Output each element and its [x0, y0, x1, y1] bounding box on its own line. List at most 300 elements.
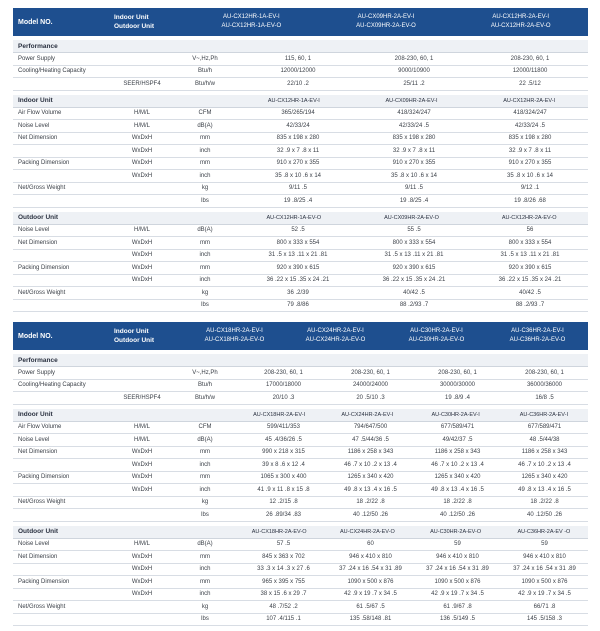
table-row — [13, 589, 588, 602]
cell-value: 61 .5/67 .5 — [356, 603, 385, 610]
row-label: Net/Gross Weight — [18, 499, 66, 506]
outdoor-unit-label: Outdoor Unit — [114, 23, 155, 30]
row-sublabel: SEER/HSPF4 — [123, 394, 161, 401]
row-unit: inch — [199, 566, 211, 573]
cell-value: 32 .9 x 7 .8 x 11 — [392, 147, 436, 154]
row-unit: kg — [201, 499, 209, 506]
cell-value: 1090 x 500 x 876 — [521, 578, 568, 585]
section-model: AU-CX24HR-2A-EV-I — [341, 411, 394, 418]
cell-value: 40 .12/50 .26 — [352, 511, 389, 518]
model-no-label: Model NO. — [18, 18, 53, 26]
cell-value: 19 .8/25 .4 — [399, 197, 429, 204]
cell-value: 33 .3 x 14 .3 x 27 .6 — [257, 566, 310, 573]
row-unit: CFM — [198, 424, 212, 431]
section-header — [13, 526, 588, 539]
cell-value: 107 .4/115 .1 — [266, 616, 301, 623]
model-column — [453, 13, 588, 31]
cell-value: 57 .5 — [276, 541, 291, 548]
row-sublabel: SEER/HSPF4 — [123, 80, 161, 87]
section-model: AU-CX24HR-2A-EV-O — [340, 528, 395, 535]
cell-value: 42 .9 x 19 .7 x 34 .5 — [344, 591, 397, 598]
indoor-model: AU-CX18HR-2A-EV-I — [206, 328, 263, 334]
cell-value: 800 x 333 x 554 — [508, 239, 552, 246]
table-row — [13, 614, 588, 627]
cell-value: 946 x 410 x 810 — [436, 553, 479, 560]
section-model: AU-CX18HR-2A-EV-I — [253, 411, 306, 418]
cell-value: 22/10 .2 — [287, 80, 309, 87]
table-row — [13, 275, 588, 288]
table-row — [13, 78, 588, 91]
cell-value: 910 x 270 x 355 — [508, 160, 552, 167]
cell-value: 418/324/247 — [397, 110, 431, 117]
row-label: Noise Level — [18, 122, 50, 129]
table-row — [13, 53, 588, 66]
row-sublabel: WxDxH — [131, 449, 153, 456]
cell-value: 42 .9 x 19 .7 x 34 .5 — [518, 591, 571, 598]
table-row — [13, 225, 588, 238]
section-model: AU-CX12HR-1A-EV-O — [266, 214, 322, 221]
row-unit: Btu/h/w — [194, 80, 215, 87]
cell-value: 136 .5/149 .5 — [439, 616, 476, 623]
table-row — [13, 576, 588, 589]
table-row — [13, 434, 588, 447]
outdoor-unit-label: Outdoor Unit — [114, 337, 155, 344]
table-row — [13, 447, 588, 460]
row-sublabel: WxDxH — [131, 461, 153, 468]
cell-value: 32 .9 x 7 .8 x 11 — [276, 147, 320, 154]
model-column — [386, 327, 487, 345]
cell-value: 35 .8 x 10 .6 x 14 — [274, 172, 322, 179]
cell-value: 32 .9 x 7 .8 x 11 — [508, 147, 552, 154]
cell-value: 59 — [541, 541, 548, 548]
row-sublabel: H/M/L — [133, 436, 150, 443]
row-sublabel: WxDxH — [131, 566, 153, 573]
indoor-model: AU-C30HR-2A-EV-I — [410, 328, 463, 334]
cell-value: 47 .5/44/36 .5 — [352, 436, 389, 443]
cell-value: 835 x 198 x 280 — [276, 135, 320, 142]
table-row — [13, 287, 588, 300]
row-sublabel: WxDxH — [131, 578, 153, 585]
outdoor-model: AU-C30HR-2A-EV-O — [408, 337, 465, 343]
cell-value: 31 .5 x 13 .11 x 21 .81 — [500, 252, 560, 259]
table-row — [13, 133, 588, 146]
cell-value: 35 .8 x 10 .6 x 14 — [390, 172, 438, 179]
row-unit: inch — [199, 147, 211, 154]
indoor-model: AU-CX12HR-2A-EV-I — [492, 14, 550, 20]
row-sublabel: WxDxH — [131, 486, 153, 493]
cell-value: 12000/11800 — [512, 68, 548, 75]
cell-value: 17000/18000 — [265, 382, 302, 389]
row-unit: dB(A) — [197, 436, 213, 443]
cell-value: 36000/36000 — [526, 382, 563, 389]
cell-value: 135 .58/148 .81 — [349, 616, 392, 623]
cell-value: 79 .8/86 — [287, 302, 309, 309]
section-model: AU-C30HR-2A-EV-O — [430, 528, 482, 535]
row-label: Net/Gross Weight — [18, 185, 66, 192]
row-unit: Btu/h/w — [194, 394, 215, 401]
row-unit: inch — [199, 461, 211, 468]
row-label: Air Flow Volume — [18, 110, 62, 117]
model-column — [285, 327, 386, 345]
cell-value: 18 .2/22 .8 — [530, 499, 559, 506]
cell-value: 208-230, 60, 1 — [510, 55, 550, 62]
cell-value: 1265 x 340 x 420 — [434, 474, 481, 481]
table-row — [13, 195, 588, 208]
cell-value: 208-230, 60, 1 — [394, 55, 434, 62]
row-unit: Btu/h — [197, 68, 212, 75]
section-model: AU-CX09HR-2A-EV-I — [385, 97, 438, 104]
cell-value: 835 x 198 x 280 — [392, 135, 436, 142]
cell-value: 40 .12/50 .26 — [526, 511, 563, 518]
cell-value: 835 x 198 x 280 — [508, 135, 552, 142]
row-unit: inch — [199, 252, 211, 259]
cell-value: 49/42/37 .5 — [442, 436, 473, 443]
section-model: AU-CX09HR-2A-EV-O — [384, 214, 439, 221]
cell-value: 418/324/247 — [513, 110, 547, 117]
row-label: Net Dimension — [18, 135, 58, 142]
cell-value: 40 .12/50 .26 — [439, 511, 476, 518]
cell-value: 48 .5/44/38 — [529, 436, 560, 443]
cell-value: 9/11 .5 — [405, 185, 423, 192]
table-header — [13, 8, 588, 36]
cell-value: 990 x 218 x 315 — [262, 449, 305, 456]
cell-value: 37 .24 x 16 .54 x 31 .89 — [513, 566, 576, 573]
table-row — [13, 601, 588, 614]
section-header — [13, 409, 588, 422]
row-unit: mm — [200, 135, 210, 142]
cell-value: 1186 x 258 x 343 — [347, 449, 394, 456]
row-label: Cooling/Heating Capacity — [18, 382, 86, 389]
row-unit: inch — [199, 277, 211, 284]
cell-value: 20/10 .3 — [272, 394, 295, 401]
table-row — [13, 250, 588, 263]
row-sublabel: WxDxH — [131, 277, 153, 284]
cell-value: 208-230, 60, 1 — [525, 369, 564, 376]
cell-value: 9/11 .5 — [289, 185, 307, 192]
table-row — [13, 422, 588, 435]
model-column — [184, 327, 285, 345]
row-unit: lbs — [201, 197, 209, 204]
cell-value: 37 .24 x 16 .54 x 31 .89 — [426, 566, 489, 573]
section-model: AU-CX18HR-2A-EV-O — [251, 528, 307, 535]
indoor-model: AU-CX24HR-2A-EV-I — [307, 328, 364, 334]
table-row — [13, 262, 588, 275]
cell-value: 208-230, 60, 1 — [264, 369, 303, 376]
indoor-model: AU-C36HR-2A-EV-I — [511, 328, 564, 334]
section-header — [13, 212, 588, 225]
cell-value: 19 .8/25 .4 — [283, 197, 313, 204]
row-unit: mm — [200, 474, 210, 481]
table-row — [13, 120, 588, 133]
indoor-model: AU-CX09HR-2A-EV-I — [357, 14, 415, 20]
row-sublabel: WxDxH — [131, 160, 153, 167]
row-sublabel: WxDxH — [131, 553, 153, 560]
cell-value: 56 — [526, 227, 534, 234]
cell-value: 66/71 .8 — [533, 603, 556, 610]
cell-value: 12 .2/15 .8 — [269, 499, 298, 506]
cell-value: 40/42 .5 — [403, 289, 425, 296]
cell-value: 30000/30000 — [439, 382, 476, 389]
cell-value: 38 x 15 .6 x 29 .7 — [260, 591, 307, 598]
cell-value: 59 — [454, 541, 461, 548]
row-unit: V~,Hz,Ph — [192, 55, 218, 62]
row-label: Net/Gross Weight — [18, 603, 66, 610]
row-label: Air Flow Volume — [18, 424, 62, 431]
cell-value: 800 x 333 x 554 — [276, 239, 320, 246]
cell-value: 145 .5/158 .3 — [526, 616, 563, 623]
cell-value: 36 .22 x 15 .35 x 24 .21 — [266, 277, 330, 284]
cell-value: 36 .22 x 15 .35 x 24 .21 — [382, 277, 446, 284]
row-unit: kg — [201, 185, 209, 192]
cell-value: 19 .8/9 .4 — [444, 394, 471, 401]
row-label: Packing Dimension — [18, 264, 70, 271]
table-row — [13, 484, 588, 497]
table-row — [13, 170, 588, 183]
cell-value: 46 .7 x 10 .2 x 13 .4 — [518, 461, 571, 468]
row-unit: kg — [201, 289, 209, 296]
cell-value: 965 x 395 x 755 — [262, 578, 305, 585]
section-model: AU-C30HR-2A-EV-I — [431, 411, 480, 418]
cell-value: 365/265/194 — [281, 110, 315, 117]
cell-value: 25/11 .2 — [403, 80, 425, 87]
cell-value: 12000/12000 — [280, 68, 316, 75]
cell-value: 920 x 390 x 615 — [508, 264, 552, 271]
table-row — [13, 539, 588, 552]
row-label: Power Supply — [18, 55, 56, 62]
cell-value: 42 .9 x 19 .7 x 34 .5 — [431, 591, 484, 598]
cell-value: 920 x 390 x 615 — [392, 264, 436, 271]
row-label: Net Dimension — [18, 553, 58, 560]
row-label: Noise Level — [18, 541, 50, 548]
cell-value: 26 .89/34 .83 — [265, 511, 302, 518]
cell-value: 794/647/500 — [353, 424, 388, 431]
cell-value: 42/33/24 .5 — [398, 122, 430, 129]
spec-table — [13, 322, 588, 626]
cell-value: 46 .7 x 10 .2 x 13 .4 — [431, 461, 484, 468]
table-row — [13, 459, 588, 472]
table-row — [13, 108, 588, 121]
model-column — [184, 13, 319, 31]
table-row — [13, 551, 588, 564]
cell-value: 208-230, 60, 1 — [438, 369, 477, 376]
cell-value: 16/8 .5 — [535, 394, 554, 401]
section-title: Indoor Unit — [18, 97, 53, 104]
cell-value: 800 x 333 x 554 — [392, 239, 436, 246]
section-header — [13, 40, 588, 53]
row-label: Power Supply — [18, 369, 56, 376]
cell-value: 910 x 270 x 355 — [392, 160, 436, 167]
row-unit: CFM — [198, 110, 212, 117]
cell-value: 9000/10900 — [398, 68, 430, 75]
cell-value: 1186 x 258 x 343 — [521, 449, 568, 456]
cell-value: 39 x 8 .6 x 12 .4 — [262, 461, 305, 468]
cell-value: 88 .2/93 .7 — [515, 302, 545, 309]
cell-value: 677/589/471 — [527, 424, 562, 431]
cell-value: 18 .2/22 .8 — [356, 499, 385, 506]
cell-value: 9/12 .1 — [520, 185, 540, 192]
cell-value: 55 .5 — [407, 227, 421, 234]
row-sublabel: H/M/L — [133, 424, 150, 431]
row-sublabel: H/M/L — [133, 541, 150, 548]
section-model: AU-C36HR-2A-EV -O — [517, 528, 571, 535]
cell-value: 845 x 363 x 702 — [262, 553, 305, 560]
row-sublabel: H/M/L — [133, 122, 150, 129]
cell-value: 36 .2/39 — [287, 289, 309, 296]
row-unit: lbs — [201, 616, 209, 623]
cell-value: 37 .24 x 16 .54 x 31 .89 — [339, 566, 402, 573]
section-model: AU-CX12HR-1A-EV-I — [267, 97, 320, 104]
cell-value: 31 .5 x 13 .11 x 21 .81 — [268, 252, 328, 259]
row-sublabel: H/M/L — [133, 227, 150, 234]
row-sublabel: H/M/L — [133, 110, 150, 117]
section-header — [13, 354, 588, 367]
cell-value: 31 .5 x 13 .11 x 21 .81 — [384, 252, 444, 259]
row-unit: mm — [200, 449, 210, 456]
indoor-model: AU-CX12HR-1A-EV-I — [222, 14, 280, 20]
cell-value: 49 .8 x 13 .4 x 16 .5 — [344, 486, 397, 493]
row-unit: mm — [200, 160, 210, 167]
section-title: Outdoor Unit — [18, 214, 59, 221]
cell-value: 1265 x 340 x 420 — [347, 474, 394, 481]
table-row — [13, 237, 588, 250]
row-sublabel: WxDxH — [131, 239, 153, 246]
cell-value: 45 .4/36/26 .5 — [265, 436, 302, 443]
row-sublabel: WxDxH — [131, 172, 153, 179]
table-row — [13, 380, 588, 393]
row-sublabel: WxDxH — [131, 135, 153, 142]
row-label: Net Dimension — [18, 239, 58, 246]
row-unit: lbs — [201, 511, 209, 518]
cell-value: 42/33/24 .5 — [514, 122, 546, 129]
row-label: Packing Dimension — [18, 160, 70, 167]
row-unit: inch — [199, 172, 211, 179]
section-title: Performance — [18, 42, 58, 50]
table-row — [13, 472, 588, 485]
row-sublabel: WxDxH — [131, 264, 153, 271]
section-header — [13, 95, 588, 108]
cell-value: 60 — [367, 541, 374, 548]
row-unit: V~,Hz,Ph — [192, 369, 218, 376]
indoor-unit-label: Indoor Unit — [114, 14, 149, 21]
cell-value: 61 .9/67 .8 — [443, 603, 472, 610]
row-sublabel: WxDxH — [131, 252, 153, 259]
row-unit: Btu/h — [197, 382, 212, 389]
row-unit: mm — [200, 239, 210, 246]
cell-value: 946 x 410 x 810 — [349, 553, 392, 560]
row-unit: dB(A) — [197, 227, 213, 234]
section-title: Outdoor Unit — [18, 528, 59, 535]
cell-value: 920 x 390 x 615 — [276, 264, 320, 271]
outdoor-model: AU-CX12HR-1A-EV-O — [221, 23, 282, 29]
row-sublabel: WxDxH — [131, 474, 153, 481]
cell-value: 946 x 410 x 810 — [523, 553, 566, 560]
row-label: Packing Dimension — [18, 578, 70, 585]
table-row — [13, 564, 588, 577]
cell-value: 1265 x 340 x 420 — [521, 474, 568, 481]
table-row — [13, 392, 588, 405]
section-title: Indoor Unit — [18, 411, 53, 418]
section-model: AU-CX12HR-2A-EV-I — [503, 97, 556, 104]
cell-value: 1186 x 258 x 343 — [434, 449, 481, 456]
cell-value: 48 .7/52 .2 — [269, 603, 298, 610]
model-column — [319, 13, 454, 31]
section-model: AU-CX12HR-2A-EV-O — [501, 214, 557, 221]
table-row — [13, 300, 588, 313]
table-row — [13, 66, 588, 79]
table-header — [13, 322, 588, 350]
table-row — [13, 367, 588, 380]
cell-value: 115, 60, 1 — [284, 55, 312, 62]
cell-value: 36 .22 x 15 .35 x 24 .21 — [498, 277, 562, 284]
row-label: Net/Gross Weight — [18, 289, 66, 296]
table-row — [13, 183, 588, 196]
cell-value: 910 x 270 x 355 — [276, 160, 320, 167]
cell-value: 49 .8 x 13 .4 x 16 .5 — [518, 486, 571, 493]
row-unit: inch — [199, 486, 211, 493]
row-unit: mm — [200, 578, 210, 585]
row-label: Packing Dimension — [18, 474, 70, 481]
cell-value: 599/411/353 — [267, 424, 300, 431]
outdoor-model: AU-CX12HR-2A-EV-O — [490, 23, 551, 29]
cell-value: 35 .8 x 10 .6 x 14 — [506, 172, 554, 179]
row-unit: kg — [201, 603, 209, 610]
row-label: Noise Level — [18, 227, 50, 234]
unit-type-labels — [114, 327, 184, 345]
row-unit: mm — [200, 264, 210, 271]
table-row — [13, 145, 588, 158]
row-sublabel: WxDxH — [131, 591, 153, 598]
cell-value: 1065 x 300 x 400 — [260, 474, 307, 481]
row-label: Net Dimension — [18, 449, 58, 456]
row-unit: mm — [200, 553, 210, 560]
cell-value: 41 .9 x 11 .8 x 15 .8 — [257, 486, 310, 493]
row-unit: dB(A) — [197, 122, 213, 129]
row-unit: dB(A) — [197, 541, 213, 548]
row-sublabel: WxDxH — [131, 147, 153, 154]
cell-value: 42/33/24 — [286, 122, 310, 129]
table-row — [13, 158, 588, 171]
cell-value: 677/589/471 — [440, 424, 475, 431]
row-label: Cooling/Heating Capacity — [18, 68, 86, 75]
unit-type-labels — [114, 13, 184, 31]
spec-table — [13, 8, 588, 312]
cell-value: 88 .2/93 .7 — [399, 302, 429, 309]
table-row — [13, 509, 588, 522]
section-model: AU-C36HR-2A-EV-I — [519, 411, 569, 418]
indoor-unit-label: Indoor Unit — [114, 328, 149, 335]
cell-value: 52 .5 — [291, 227, 305, 234]
row-unit: lbs — [201, 302, 209, 309]
cell-value: 208-230, 60, 1 — [351, 369, 390, 376]
cell-value: 24000/24000 — [352, 382, 389, 389]
model-no-label: Model NO. — [18, 332, 53, 340]
row-unit: inch — [199, 591, 211, 598]
cell-value: 18 .2/22 .8 — [443, 499, 472, 506]
cell-value: 1090 x 500 x 876 — [434, 578, 481, 585]
row-label: Noise Level — [18, 436, 50, 443]
cell-value: 46 .7 x 10 .2 x 13 .4 — [344, 461, 397, 468]
outdoor-model: AU-C36HR-2A-EV-O — [509, 337, 566, 343]
cell-value: 20 .5/10 .3 — [356, 394, 385, 401]
cell-value: 49 .8 x 13 .4 x 16 .5 — [431, 486, 484, 493]
outdoor-model: AU-CX18HR-2A-EV-O — [204, 337, 265, 343]
cell-value: 40/42 .5 — [519, 289, 541, 296]
outdoor-model: AU-CX09HR-2A-EV-O — [356, 23, 416, 29]
cell-value: 22 .5/12 — [519, 80, 541, 87]
cell-value: 1090 x 500 x 876 — [347, 578, 394, 585]
cell-value: 19 .8/26 .68 — [514, 197, 546, 204]
model-column — [487, 327, 588, 345]
